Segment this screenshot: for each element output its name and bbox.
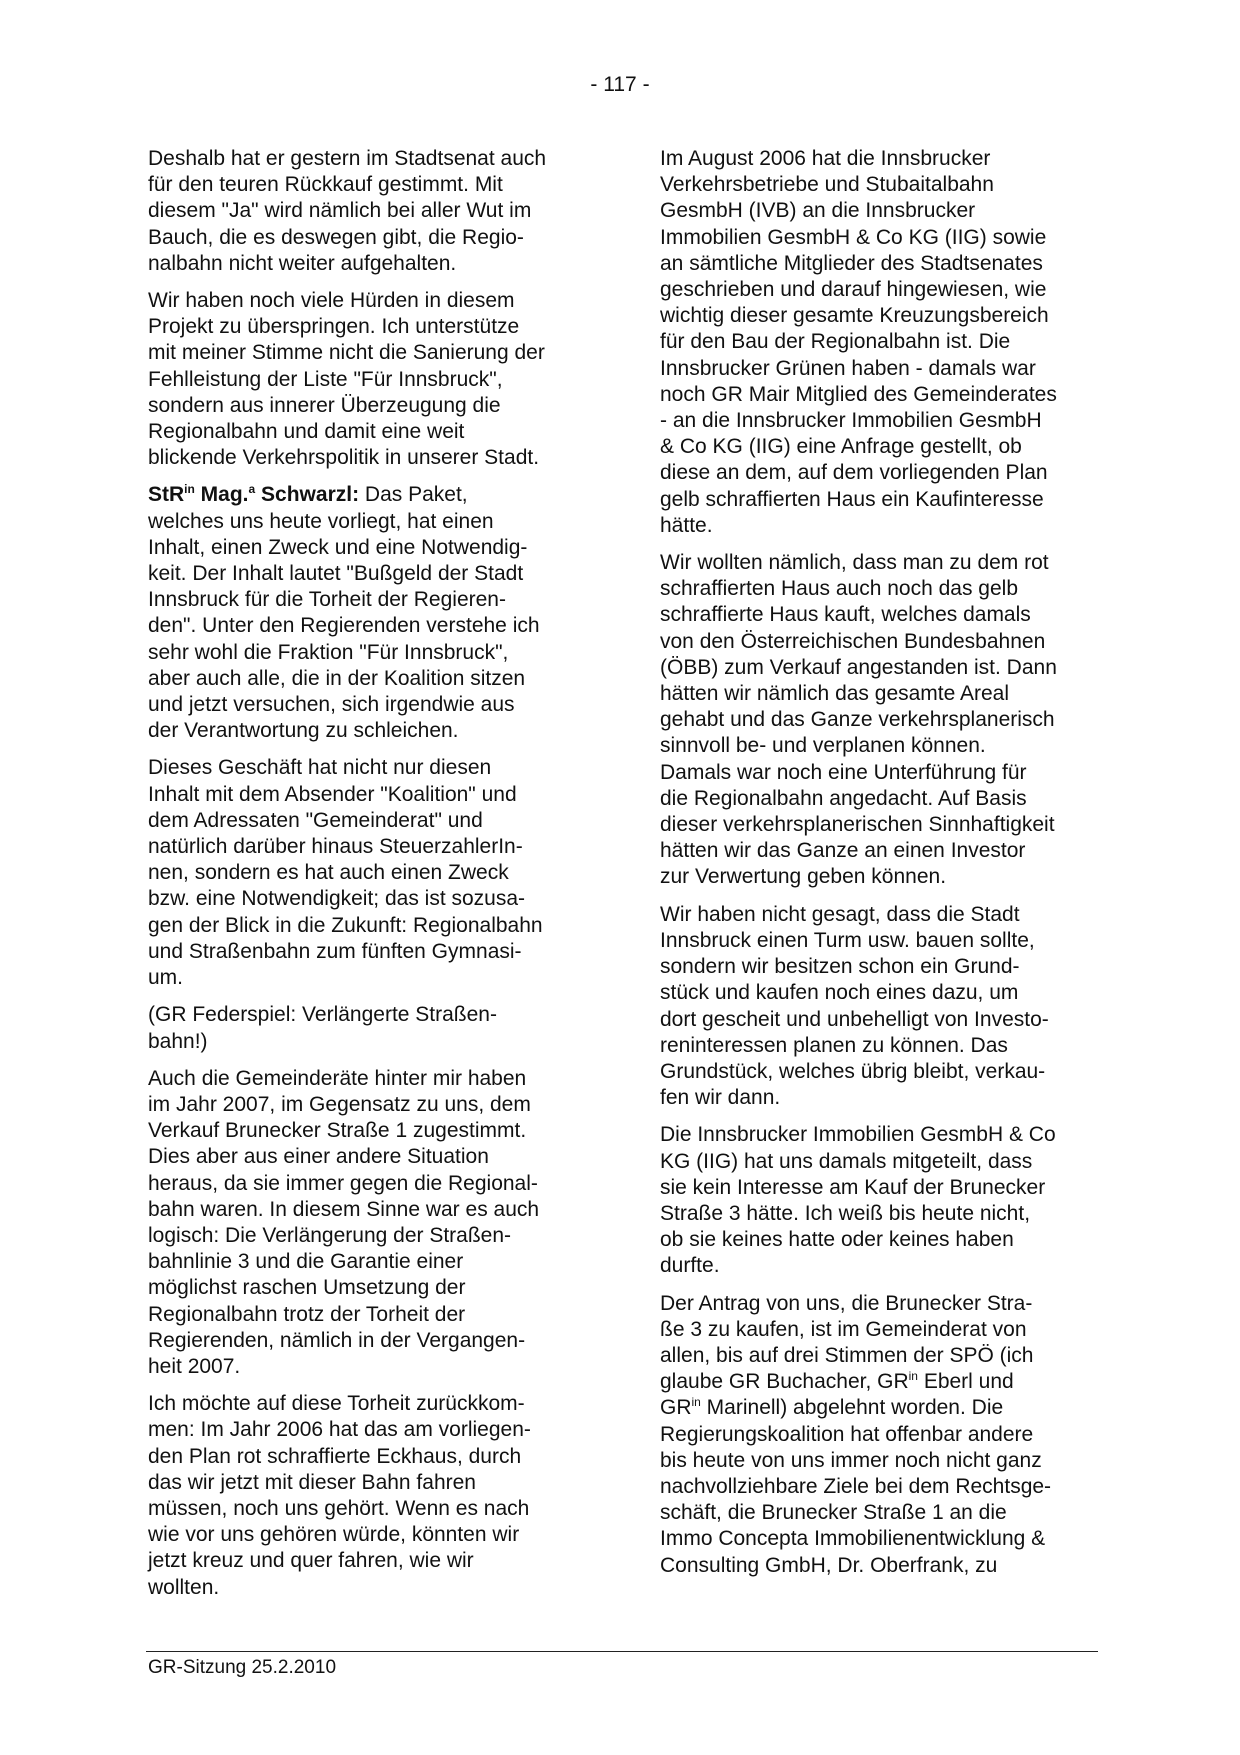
paragraph	[148, 1066, 586, 1380]
text-line: stück und kaufen noch eines dazu, um	[660, 981, 1019, 1005]
text-line: bahnlinie 3 und die Garantie einer	[148, 1250, 464, 1274]
text-line: durfte.	[660, 1254, 720, 1278]
text-line: - an die Innsbrucker Immobilien GesmbH	[660, 409, 1042, 433]
text-line: dort gescheit und unbehelligt von Investo-	[660, 1007, 1049, 1031]
text-line: jetzt kreuz und quer fahren, wie wir	[148, 1549, 474, 1573]
text-line: für den teuren Rückkauf gestimmt. Mit	[148, 173, 503, 197]
text-line: den Plan rot schraffierte Eckhaus, durch	[148, 1444, 522, 1468]
text-line: keit. Der Inhalt lautet "Bußgeld der Stadt	[148, 562, 524, 586]
text-line: von den Österreichischen Bundesbahnen	[660, 629, 1046, 653]
text-line: Regierungskoalition hat offenbar andere	[660, 1422, 1034, 1446]
left-column	[148, 146, 586, 1612]
text-line: schraffierte Haus kauft, welches damals	[660, 603, 1031, 627]
text-line: Im August 2006 hat die Innsbrucker	[660, 147, 991, 170]
text-line: welches uns heute vorliegt, hat einen	[148, 509, 494, 533]
text-line: nen, sondern es hat auch einen Zweck	[148, 861, 509, 885]
text-line: der Verantwortung zu schleichen.	[148, 719, 459, 743]
text-line: $GR^{in}$ Marinell) abgelehnt worden. Die	[660, 1395, 1004, 1420]
text-line: geschrieben und darauf hingewiesen, wie	[660, 278, 1047, 302]
text-line: Auch die Gemeinderäte hinter mir haben	[148, 1066, 527, 1090]
text-line: bahn!)	[148, 1029, 208, 1053]
text-line: Projekt zu überspringen. Ich unterstütze	[148, 315, 520, 339]
text-line: Regionalbahn trotz der Torheit der	[148, 1302, 466, 1326]
text-line: sondern aus innerer Überzeugung die	[148, 393, 501, 417]
text-line: men: Im Jahr 2006 hat das am vorliegen-	[148, 1418, 531, 1442]
speech-paragraph	[148, 482, 586, 744]
text-line: fen wir dann.	[660, 1086, 781, 1110]
text-line: Fehlleistung der Liste "Für Innsbruck",	[148, 367, 503, 391]
text-line: GesmbH (IVB) an die Innsbrucker	[660, 199, 976, 223]
text-line: hätten wir nämlich das gesamte Areal	[660, 682, 1010, 706]
speaker-name: StR$^{in}$ Mag.$^a$ Schwarzl:	[148, 482, 360, 507]
paragraph	[148, 146, 586, 277]
text-line: Regionalbahn und damit eine weit	[148, 420, 465, 444]
text-line: Dies aber aus einer andere Situation	[148, 1145, 489, 1169]
paragraph	[660, 146, 1100, 539]
text-line: schraffierten Haus auch noch das gelb	[660, 577, 1019, 601]
text-line: schäft, die Brunecker Straße 1 an die	[660, 1501, 1007, 1525]
text-line: ob sie keines hatte oder keines haben	[660, 1228, 1014, 1252]
text-line: nalbahn nicht weiter aufgehalten.	[148, 251, 457, 275]
text-line: müssen, noch uns gehört. Wenn es nach	[148, 1496, 530, 1520]
text-line: wichtig dieser gesamte Kreuzungsbereich	[660, 304, 1049, 328]
text-line: nachvollziehbare Ziele bei dem Rechtsge-	[660, 1474, 1052, 1498]
text-line: zur Verwertung geben können.	[660, 865, 947, 889]
paragraph	[660, 902, 1100, 1112]
text-line: Ich möchte auf diese Torheit zurückkom-	[148, 1392, 525, 1416]
footer-session-date: GR-Sitzung 25.2.2010	[148, 1657, 337, 1678]
text-line: reninteressen planen zu können. Das	[660, 1033, 1008, 1057]
speech-lines	[148, 509, 586, 745]
paragraph	[148, 755, 586, 991]
text-line: ße 3 zu kaufen, ist im Gemeinderat von	[660, 1317, 1027, 1341]
text-line: aber auch alle, die in der Koalition sitzen	[148, 666, 526, 690]
text-line: sondern wir besitzen schon ein Grund-	[660, 955, 1020, 979]
paragraph	[660, 550, 1100, 891]
text-line: blickende Verkehrspolitik in unserer Stadt.	[148, 446, 540, 470]
text-line: das wir jetzt mit dieser Bahn fahren	[148, 1470, 476, 1494]
text-line: natürlich darüber hinaus SteuerzahlerIn-	[148, 835, 523, 859]
paragraph	[148, 288, 586, 471]
page-number: - 117 -	[590, 73, 650, 96]
paragraph-lines	[660, 1422, 1100, 1579]
text-line: hätten wir das Ganze an einen Investor	[660, 839, 1026, 863]
text-line: bzw. eine Notwendigkeit; das ist sozusa-	[148, 887, 526, 911]
paragraph	[148, 1391, 586, 1601]
text-line: dem Adressaten "Gemeinderat" und	[148, 808, 483, 832]
footer-divider	[146, 1651, 1098, 1652]
text-line: bis heute von uns immer noch nicht ganz	[660, 1448, 1042, 1472]
text-line: Wir haben nicht gesagt, dass die Stadt	[660, 902, 1020, 926]
text-line: bahn waren. In diesem Sinne war es auch	[148, 1197, 540, 1221]
text-line: im Jahr 2007, im Gegensatz zu uns, dem	[148, 1092, 531, 1116]
text-line: mit meiner Stimme nicht die Sanierung der	[148, 341, 545, 365]
paragraph	[660, 1291, 1100, 1579]
text-line: gelb schraffierten Haus ein Kaufinteresse	[660, 487, 1044, 511]
text-line: allen, bis auf drei Stimmen der SPÖ (ich	[660, 1343, 1034, 1367]
text-line: wie vor uns gehören würde, könnten wir	[148, 1523, 520, 1547]
text-line: die Regionalbahn angedacht. Auf Basis	[660, 786, 1027, 810]
text-line: Innsbruck für die Torheit der Regieren-	[148, 588, 506, 612]
text-line: Wir wollten nämlich, dass man zu dem rot	[660, 551, 1049, 575]
text-line: hätte.	[660, 513, 713, 537]
text-line: Innsbrucker Grünen haben - damals war	[660, 356, 1036, 380]
text-line: KG (IIG) hat uns damals mitgeteilt, dass	[660, 1149, 1033, 1173]
right-column	[660, 146, 1100, 1590]
text-line: diesem "Ja" wird nämlich bei aller Wut im	[148, 199, 532, 223]
text-line: an sämtliche Mitglieder des Stadtsenates	[660, 251, 1043, 275]
text-line: & Co KG (IIG) eine Anfrage gestellt, ob	[660, 435, 1022, 459]
text-line: Innsbruck einen Turm usw. bauen sollte,	[660, 928, 1035, 952]
text-line: für den Bau der Regionalbahn ist. Die	[660, 330, 1011, 354]
text-line: (ÖBB) zum Verkauf angestanden ist. Dann	[660, 655, 1057, 679]
text-line: Immo Concepta Immobilienentwicklung &	[660, 1527, 1046, 1551]
text-line: sehr wohl die Fraktion "Für Innsbruck",	[148, 640, 509, 664]
text-line: sie kein Interesse am Kauf der Brunecker	[660, 1175, 1046, 1199]
text-line: wollten.	[148, 1575, 220, 1599]
text-line: glaube GR Buchacher, $GR^{in}$ Eberl und	[660, 1369, 1014, 1394]
text-line: Inhalt mit dem Absender "Koalition" und	[148, 782, 517, 806]
text-line: Die Innsbrucker Immobilien GesmbH & Co	[660, 1123, 1056, 1147]
text-line: Verkauf Brunecker Straße 1 zugestimmt.	[148, 1119, 527, 1143]
text-line: Der Antrag von uns, die Brunecker Stra-	[660, 1291, 1033, 1315]
text-line: Deshalb hat er gestern im Stadtsenat auch	[148, 147, 547, 170]
text-line: den". Unter den Regierenden verstehe ich	[148, 614, 540, 638]
text-line: (GR Federspiel: Verlängerte Straßen-	[148, 1003, 497, 1027]
text-line: gen der Blick in die Zukunft: Regionalbahn	[148, 913, 543, 937]
text-line: um.	[148, 966, 184, 990]
text-line: Damals war noch eine Unterführung für	[660, 760, 1027, 784]
text-line: gehabt und das Ganze verkehrsplanerisch	[660, 708, 1055, 732]
text-line: Regierenden, nämlich in der Vergangen-	[148, 1328, 526, 1352]
text-line: Dieses Geschäft hat nicht nur diesen	[148, 756, 492, 780]
text-line: Straße 3 hätte. Ich weiß bis heute nicht,	[660, 1201, 1031, 1225]
text-line: sinnvoll be- und verplanen können.	[660, 734, 986, 758]
paragraph	[660, 1122, 1100, 1279]
text-line: und Straßenbahn zum fünften Gymnasi-	[148, 939, 522, 963]
text-line: Consulting GmbH, Dr. Oberfrank, zu	[660, 1553, 998, 1577]
text-line: heit 2007.	[148, 1354, 241, 1378]
text-line: und jetzt versuchen, sich irgendwie aus	[148, 693, 515, 717]
text-line: möglichst raschen Umsetzung der	[148, 1276, 466, 1300]
text-line: Immobilien GesmbH & Co KG (IIG) sowie	[660, 225, 1047, 249]
text-line: Grundstück, welches übrig bleibt, verkau-	[660, 1059, 1046, 1083]
text-line: noch GR Mair Mitglied des Gemeinderates	[660, 382, 1057, 406]
text-line: Bauch, die es deswegen gibt, die Regio-	[148, 225, 524, 249]
text-line: dieser verkehrsplanerischen Sinnhaftigkeit	[660, 813, 1055, 837]
speech-first-line: StR$^{in}$ Mag.$^a$ Schwarzl: Das Paket,	[148, 482, 468, 507]
text-line: Wir haben noch viele Hürden in diesem	[148, 289, 515, 313]
paragraph-lines	[660, 1291, 1100, 1370]
text-line: logisch: Die Verlängerung der Straßen-	[148, 1223, 512, 1247]
text-line: Inhalt, einen Zweck und eine Notwendig-	[148, 535, 528, 559]
interjection	[148, 1002, 586, 1054]
text-line: diese an dem, auf dem vorliegenden Plan	[660, 461, 1048, 485]
text-line: Verkehrsbetriebe und Stubaitalbahn	[660, 173, 994, 197]
text-line: heraus, da sie immer gegen die Regional-	[148, 1171, 538, 1195]
